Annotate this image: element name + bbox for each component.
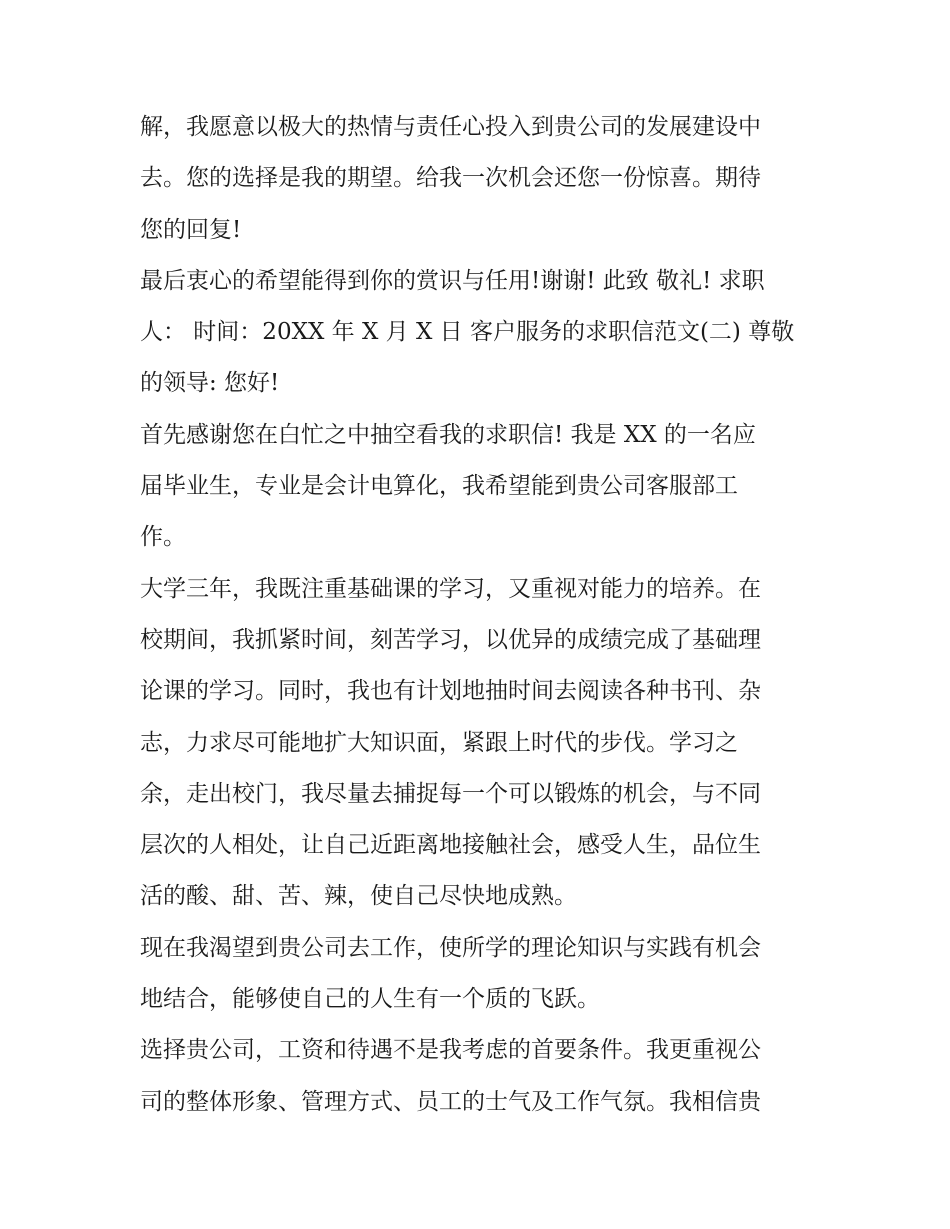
paragraph-introduction: 首先感谢您在白忙之中抽空看我的求职信! 我是 XX 的一名应 届毕业生，专业是会计电算化，我希望能到贵公司客服部工 作。 — [140, 421, 756, 551]
document-body — [140, 102, 812, 1128]
paragraph-desire-to-work: 现在我渴望到贵公司去工作，使所学的理论知识与实践有机会 地结合，能够使自己的人生有一个质的飞跃。 — [140, 934, 761, 1013]
paragraph-company-choice: 选择贵公司，工资和待遇不是我考虑的首要条件。我更重视公 司的整体形象、管理方式、员工的士气及工作气氛。我相信贵 — [140, 1037, 761, 1115]
paragraph-university-experience: 大学三年，我既注重基础课的学习，又重视对能力的培养。在 校期间，我抓紧时间，刻苦学习，以优异的成绩完成了基础理 论课的学习。同时，我也有计划地抽时间去阅读各种书刊、杂 志，力求尽可能地扩大知识面，紧跟上时代的步伐。学习之 余，走出校门，我尽量去捕捉每一个可以锻炼的机会，与不同 层次的人相处，让自己近距离地接触社会，感受人生，品位生 活的酸、甜、苦、辣，使自己尽快地成熟。 — [140, 575, 761, 910]
paragraph-closing-wish: 解，我愿意以极大的热情与责任心投入到贵公司的发展建设中 去。您的选择是我的期望。给我一次机会还您一份惊喜。期待 您的回复! — [140, 114, 761, 243]
paragraph-signoff-and-title: 最后衷心的希望能得到你的赏识与任用!谢谢! 此致 敬礼! 求职 人： 时间：20XX 年 X 月 X 日 客户服务的求职信范文(二) 尊敬 的领导: 您好! — [140, 267, 795, 397]
